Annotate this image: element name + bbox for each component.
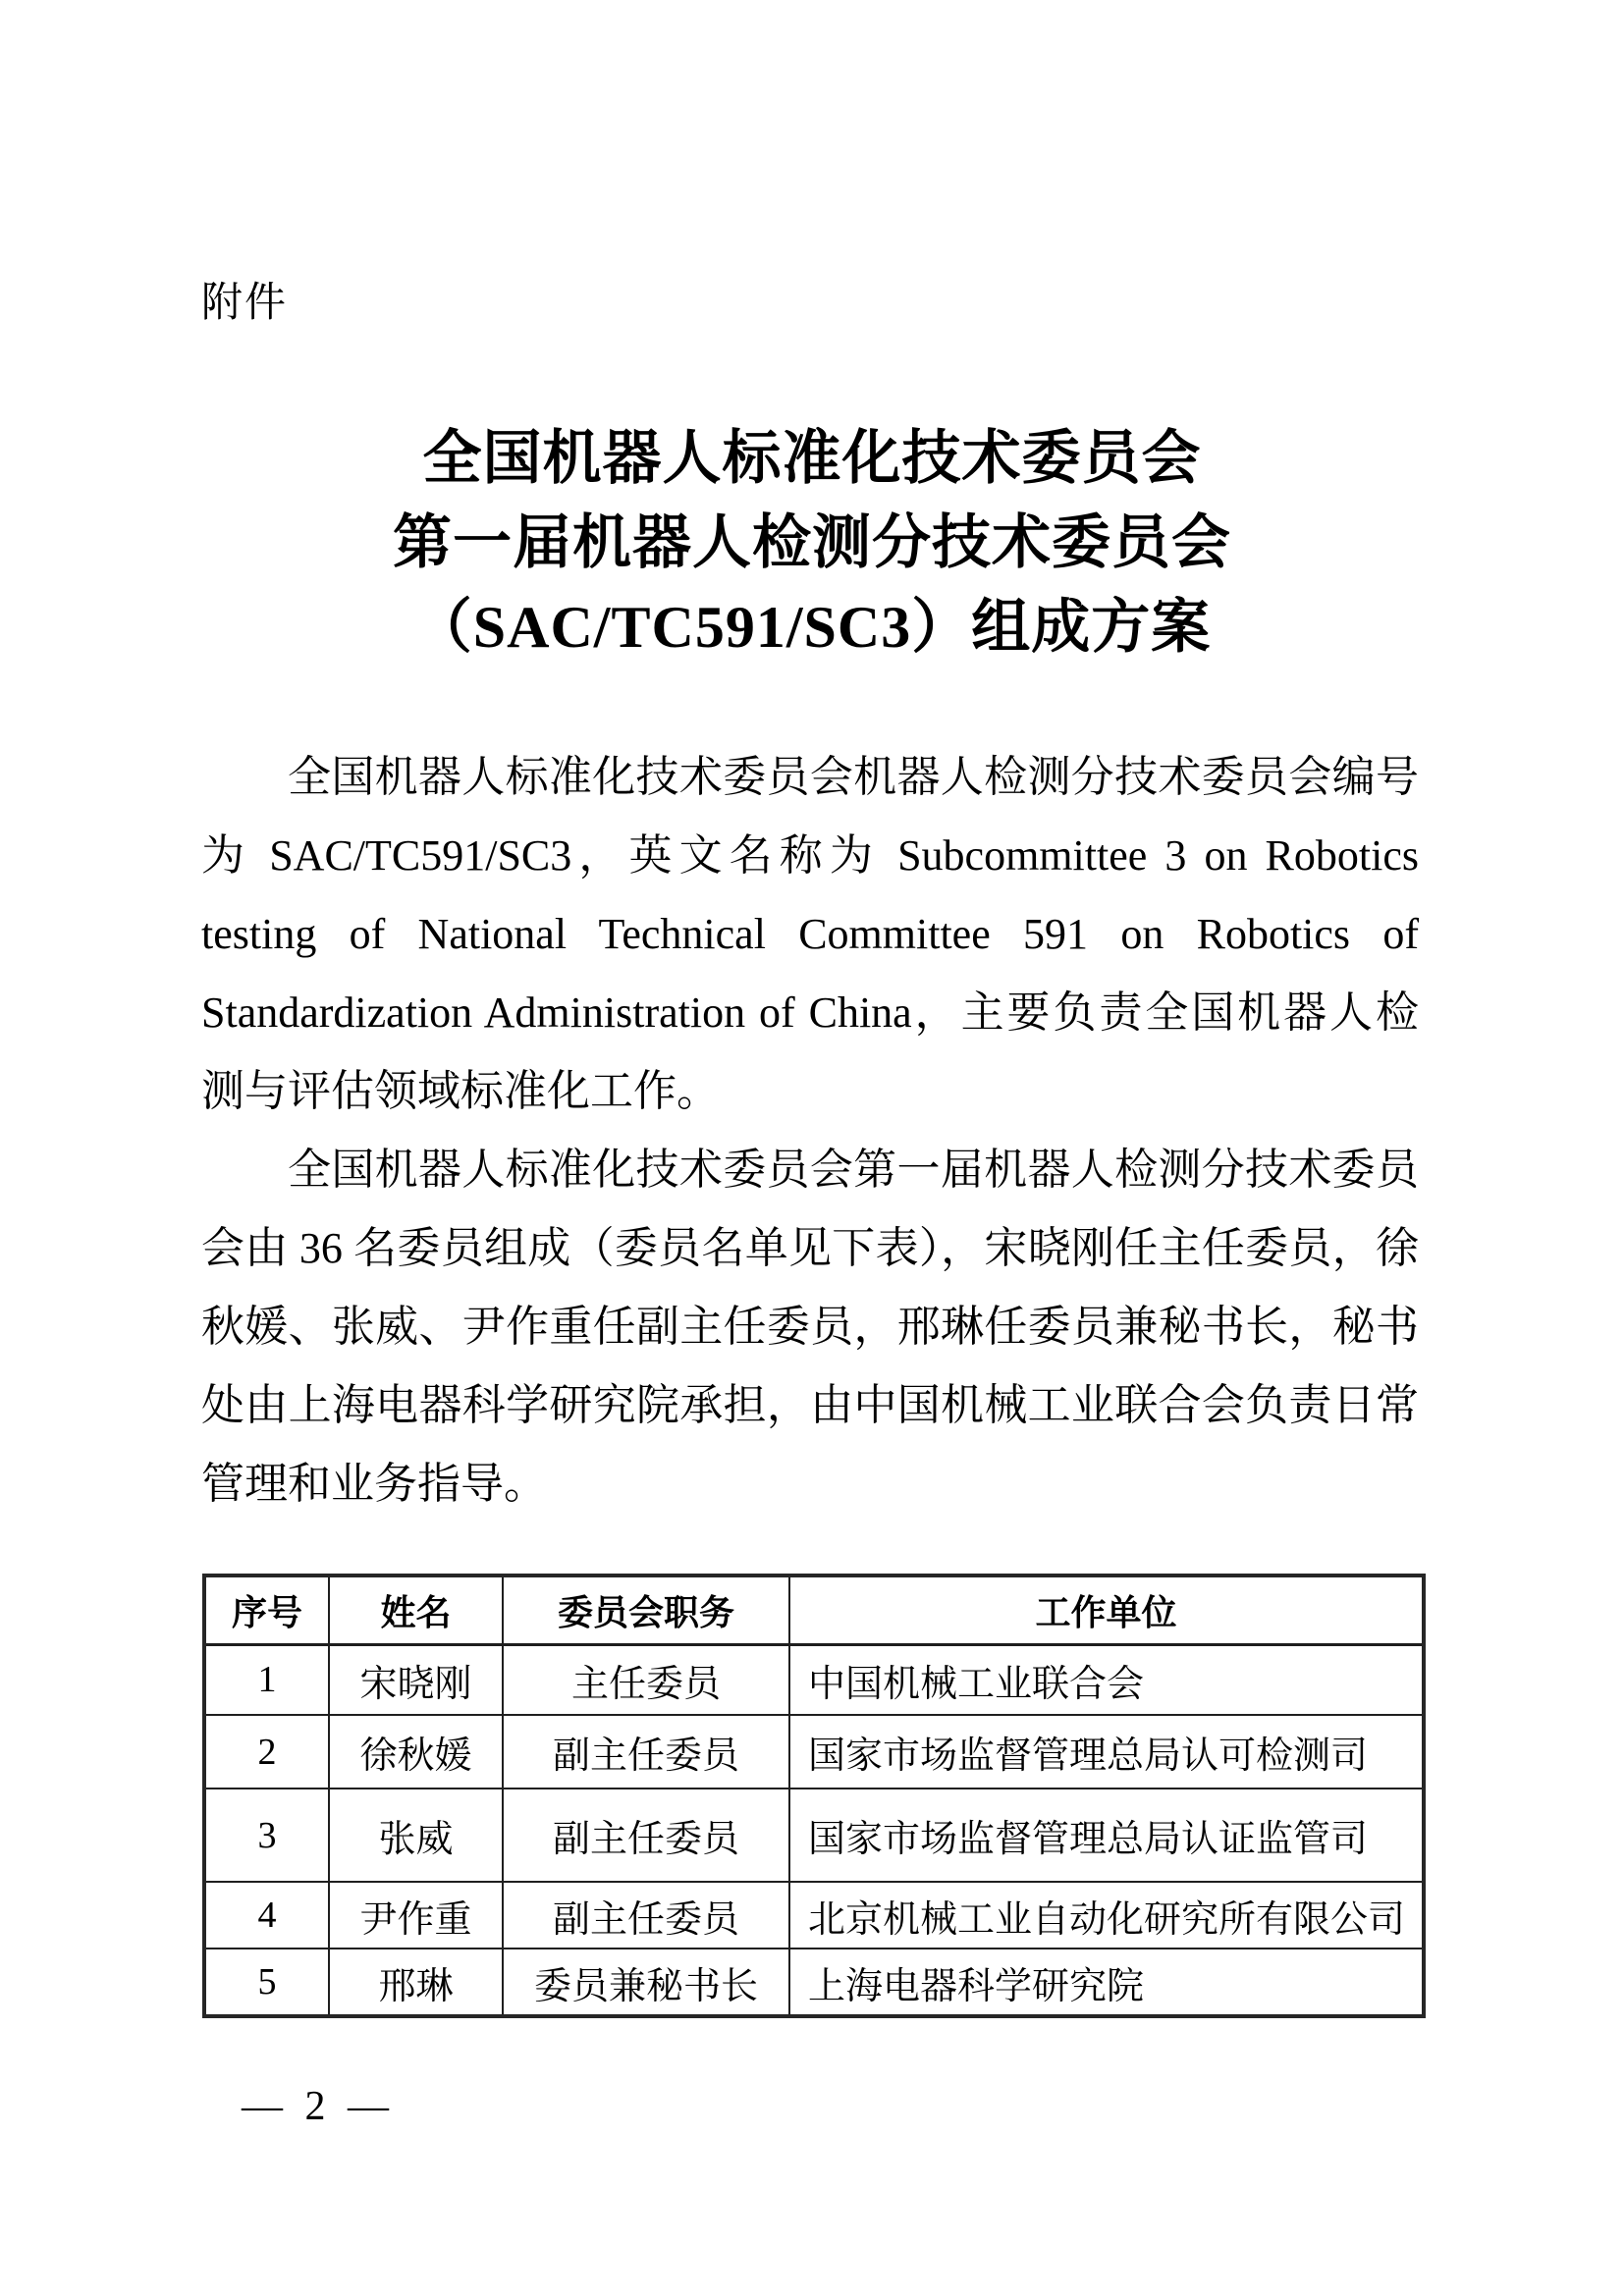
body-line: 为 SAC/TC591/SC3，英文名称为 Subcommittee 3 on Robotics [201,831,1419,880]
cell-name: 张威 [329,1789,503,1882]
cell-name: 宋晓刚 [329,1644,503,1715]
table-row [204,1949,1424,2016]
cell-no: 2 [204,1715,329,1789]
body-line: 处由上海电器科学研究院承担，由中国机械工业联合会负责日常 [201,1381,1419,1429]
table-row [204,1715,1424,1789]
body-line: 秋媛、张威、尹作重任副主任委员，邢琳任委员兼秘书长，秘书 [201,1303,1419,1351]
cell-role: 副主任委员 [503,1882,789,1949]
table-body [204,1644,1424,2016]
body-line: 全国机器人标准化技术委员会机器人检测分技术委员会编号 [288,753,1419,801]
body-line: Standardization Administration of China，主要负责全国机器人检 [201,988,1419,1037]
cell-role: 副主任委员 [503,1789,789,1882]
cell-unit: 上海电器科学研究院 [789,1949,1424,2016]
cell-role: 委员兼秘书长 [503,1949,789,2016]
document-title [0,416,1624,669]
body-line: 管理和业务指导。 [201,1460,547,1508]
header-cell: 工作单位 [789,1575,1424,1644]
title-line: （SAC/TC591/SC3）组成方案 [412,595,1212,660]
cell-no: 3 [204,1789,329,1882]
header-cell: 姓名 [329,1575,503,1644]
body-line: 测与评估领域标准化工作。 [201,1067,720,1115]
header-cell: 委员会职务 [503,1575,789,1644]
body-line: 会由 36 名委员组成（委员名单见下表），宋晓刚任主任委员，徐 [201,1224,1419,1272]
cell-unit: 北京机械工业自动化研究所有限公司 [789,1882,1424,1949]
cell-no: 5 [204,1949,329,2016]
cell-no: 1 [204,1644,329,1715]
cell-name: 尹作重 [329,1882,503,1949]
cell-name: 邢琳 [329,1949,503,2016]
cell-unit: 国家市场监督管理总局认可检测司 [789,1715,1424,1789]
cell-name: 徐秋媛 [329,1715,503,1789]
table-row [204,1644,1424,1715]
title-line: 第一届机器人检测分技术委员会 [393,510,1231,575]
committee-table [202,1574,1426,2018]
cell-unit: 中国机械工业联合会 [789,1644,1424,1715]
cell-unit: 国家市场监督管理总局认证监管司 [789,1789,1424,1882]
table-header-row [204,1575,1424,1644]
cell-role: 副主任委员 [503,1715,789,1789]
header-cell: 序号 [204,1575,329,1644]
cell-role: 主任委员 [503,1644,789,1715]
attachment-label: 附件 [201,279,289,325]
table-header-row [204,1575,1424,1644]
body-line: 全国机器人标准化技术委员会第一届机器人检测分技术委员 [288,1146,1419,1194]
body-line: testing of National Technical Committee 591 on Robotics of [201,910,1419,958]
table-row [204,1882,1424,1949]
title-line: 全国机器人标准化技术委员会 [422,426,1202,491]
page-number: — 2 — [242,2084,395,2129]
table-row [204,1789,1424,1882]
cell-no: 4 [204,1882,329,1949]
body-paragraphs [201,738,1419,1523]
